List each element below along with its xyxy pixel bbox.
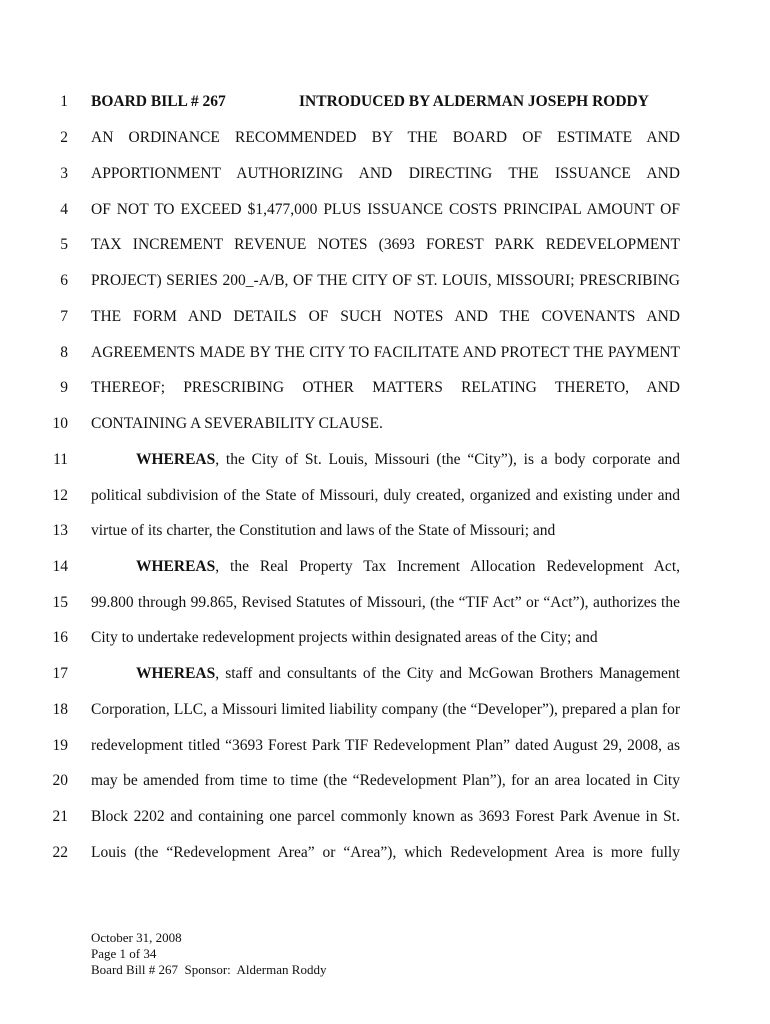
line-text: APPORTIONMENT AUTHORIZING AND DIRECTING THE ISSUANCE AND [91, 165, 680, 182]
line-text: TAX INCREMENT REVENUE NOTES (3693 FOREST PARK REDEVELOPMENT [91, 236, 680, 253]
line-text-rest: , staff and consultants of the City and McGowan Brothers Management [215, 665, 680, 682]
line-number: 7 [60, 308, 68, 325]
text-line [0, 448, 770, 472]
line-text [136, 555, 680, 579]
text-line [0, 305, 770, 329]
line-number: 4 [60, 201, 68, 218]
text-line [0, 519, 770, 543]
text-line [0, 805, 770, 829]
footer-date: October 31, 2008 [91, 930, 182, 945]
line-number: 6 [60, 272, 68, 289]
line-number: 15 [52, 594, 68, 611]
line-text: THE FORM AND DETAILS OF SUCH NOTES AND THE COVENANTS AND [91, 308, 680, 325]
text-line [0, 734, 770, 758]
text-line [0, 341, 770, 365]
text-line [0, 626, 770, 650]
line-text: Corporation, LLC, a Missouri limited liability company (the “Developer”), prepared a plan for [91, 701, 680, 718]
text-line [0, 591, 770, 615]
line-text: Louis (the “Redevelopment Area” or “Area”), which Redevelopment Area is more fully [91, 844, 680, 861]
text-line [0, 198, 770, 222]
text-line [0, 769, 770, 793]
line-text: OF NOT TO EXCEED $1,477,000 PLUS ISSUANCE COSTS PRINCIPAL AMOUNT OF [91, 201, 680, 218]
page-footer [91, 930, 326, 978]
line-text-rest: , the Real Property Tax Increment Allocation Redevelopment Act, [215, 558, 680, 575]
line-number: 21 [52, 808, 68, 825]
footer-sponsor: Board Bill # 267 Sponsor: Alderman Roddy [91, 962, 327, 977]
line-number: 11 [53, 451, 68, 468]
line-text: political subdivision of the State of Missouri, duly created, organized and existing under and [91, 487, 680, 504]
line-number: 16 [52, 629, 68, 646]
line-text: PROJECT) SERIES 200_-A/B, OF THE CITY OF ST. LOUIS, MISSOURI; PRESCRIBING [91, 272, 680, 289]
text-line [0, 376, 770, 400]
header-line [0, 90, 770, 114]
text-line [0, 841, 770, 865]
bill-label: BOARD BILL # 267 [91, 93, 226, 110]
line-text: THEREOF; PRESCRIBING OTHER MATTERS RELATING THERETO, AND [91, 379, 680, 396]
line-number: 10 [52, 415, 68, 432]
line-number: 1 [60, 93, 68, 110]
whereas-label: WHEREAS [136, 451, 216, 468]
text-line [0, 162, 770, 186]
line-text: City to undertake redevelopment projects within designated areas of the City; and [91, 629, 598, 646]
introduced-by: INTRODUCED BY ALDERMAN JOSEPH RODDY [299, 93, 649, 110]
line-text: virtue of its charter, the Constitution and laws of the State of Missouri; and [91, 522, 556, 539]
line-number: 19 [52, 737, 68, 754]
line-text [136, 448, 680, 472]
line-number: 18 [52, 701, 68, 718]
line-text: AN ORDINANCE RECOMMENDED BY THE BOARD OF ESTIMATE AND [91, 129, 680, 146]
line-text: 99.800 through 99.865, Revised Statutes of Missouri, (the “TIF Act” or “Act”), authorizes the [91, 594, 680, 611]
line-text: may be amended from time to time (the “Redevelopment Plan”), for an area located in City [91, 772, 680, 789]
text-line [0, 269, 770, 293]
text-line [0, 662, 770, 686]
line-number: 3 [60, 165, 68, 182]
line-number: 13 [52, 522, 68, 539]
text-line [0, 412, 770, 436]
line-text-rest: , the City of St. Louis, Missouri (the “City”), is a body corporate and [215, 451, 680, 468]
footer-page-number: Page 1 of 34 [91, 946, 157, 961]
text-line [0, 698, 770, 722]
line-number: 22 [52, 844, 68, 861]
line-number: 2 [60, 129, 68, 146]
text-line [0, 233, 770, 257]
line-number: 17 [52, 665, 68, 682]
line-number: 14 [52, 558, 68, 575]
line-number: 8 [60, 344, 68, 361]
whereas-label: WHEREAS [136, 665, 216, 682]
line-text: AGREEMENTS MADE BY THE CITY TO FACILITATE AND PROTECT THE PAYMENT [91, 344, 680, 361]
line-text: CONTAINING A SEVERABILITY CLAUSE. [91, 415, 383, 432]
text-line [0, 555, 770, 579]
line-text: Block 2202 and containing one parcel commonly known as 3693 Forest Park Avenue in St. [91, 808, 680, 825]
line-text: redevelopment titled “3693 Forest Park TIF Redevelopment Plan” dated August 29, 2008, as [91, 737, 680, 754]
line-number: 12 [52, 487, 68, 504]
line-number: 9 [60, 379, 68, 396]
text-line [0, 126, 770, 150]
whereas-label: WHEREAS [136, 558, 216, 575]
text-line [0, 484, 770, 508]
line-text [136, 662, 680, 686]
line-number: 20 [52, 772, 68, 789]
line-number: 5 [60, 236, 68, 253]
